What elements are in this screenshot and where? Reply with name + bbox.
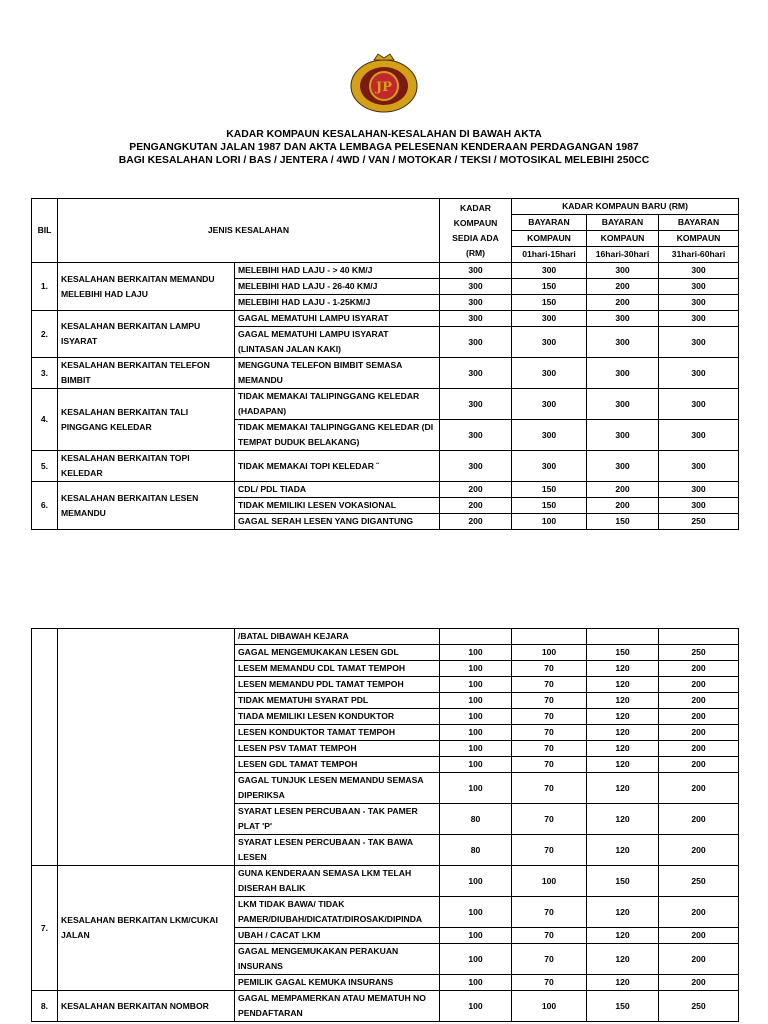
row-value: 300 [440,420,512,451]
row-description: CDL/ PDL TIADA [235,482,440,498]
row-description: LESEN GDL TAMAT TEMPOH [235,757,440,773]
row-value: 200 [440,482,512,498]
row-value: 300 [659,451,739,482]
row-value [440,629,512,645]
row-value: 100 [440,866,512,897]
row-value: 300 [659,420,739,451]
row-description: /BATAL DIBAWAH KEJARA [235,629,440,645]
row-description: LESEM MEMANDU CDL TAMAT TEMPOH [235,661,440,677]
header-kadar-line: KADAR [459,202,492,213]
row-value: 150 [587,645,659,661]
jpj-logo [348,52,420,114]
row-value: 250 [659,645,739,661]
row-description: GAGAL SERAH LESEN YANG DIGANTUNG [235,514,440,530]
row-value: 70 [512,928,587,944]
row-description: MELEBIHI HAD LAJU - > 40 KM/J [235,263,440,279]
row-value: 70 [512,677,587,693]
row-description: GAGAL MEMATUHI LAMPU ISYARAT [235,311,440,327]
title-line-1: KADAR KOMPAUN KESALAHAN-KESALAHAN DI BAWAH AKTA [226,129,542,140]
row-value: 100 [440,741,512,757]
row-value: 150 [512,279,587,295]
row-value: 300 [440,295,512,311]
row-value: 150 [512,295,587,311]
row-value: 200 [440,514,512,530]
row-value: 120 [587,725,659,741]
row-value: 300 [587,358,659,389]
row-value: 120 [587,741,659,757]
row-value: 200 [659,944,739,975]
row-value: 120 [587,677,659,693]
row-description: SYARAT LESEN PERCUBAAN - TAK PAMER PLAT 'P' [235,804,440,835]
row-value: 200 [587,279,659,295]
row-value: 300 [440,263,512,279]
row-value: 100 [440,944,512,975]
row-value: 300 [440,389,512,420]
header-kadar-line: KOMPAUN [453,217,498,228]
row-value: 300 [512,389,587,420]
row-value: 70 [512,725,587,741]
row-description: TIDAK MEMAKAI TOPI KELEDAR ˝ [235,451,440,482]
row-value: 250 [659,866,739,897]
row-value: 150 [587,514,659,530]
row-value: 300 [587,389,659,420]
row-value: 300 [659,263,739,279]
row-description: GAGAL MENGEMUKAKAN LESEN GDL [235,645,440,661]
row-value: 200 [659,928,739,944]
header-kadar-line: (RM) [465,247,486,258]
row-value: 300 [440,358,512,389]
row-value: 70 [512,835,587,866]
row-value: 120 [587,773,659,804]
row-value: 300 [512,358,587,389]
row-value: 300 [512,311,587,327]
row-category: KESALAHAN BERKAITAN LESEN MEMANDU [58,482,235,530]
row-value: 100 [440,773,512,804]
row-description: SYARAT LESEN PERCUBAAN - TAK BAWA LESEN [235,835,440,866]
row-value: 120 [587,693,659,709]
row-value: 300 [440,451,512,482]
row-value: 300 [512,327,587,358]
row-value: 70 [512,741,587,757]
row-value: 100 [440,645,512,661]
row-value: 300 [659,327,739,358]
row-value: 300 [587,263,659,279]
row-value: 70 [512,804,587,835]
row-value: 120 [587,975,659,991]
row-value: 200 [587,482,659,498]
row-value: 200 [659,661,739,677]
row-description: TIDAK MEMAKAI TALIPINGGANG KELEDAR (HADAPAN) [235,389,440,420]
row-value: 200 [440,498,512,514]
row-value: 100 [512,991,587,1022]
header-kompaun: KOMPAUN [512,231,587,247]
row-description: MELEBIHI HAD LAJU - 1-25KM/J [235,295,440,311]
row-value: 70 [512,709,587,725]
row-bil: 4. [32,389,58,451]
row-value: 200 [659,725,739,741]
row-description: GAGAL TUNJUK LESEN MEMANDU SEMASA DIPERIKSA [235,773,440,804]
compound-table-1 [31,198,739,530]
row-value: 300 [659,482,739,498]
row-value: 300 [512,451,587,482]
header-jenis: JENIS KESALAHAN [58,199,440,263]
header-row [32,199,739,215]
row-value: 300 [659,389,739,420]
row-description: TIDAK MEMATUHI SYARAT PDL [235,693,440,709]
row-value: 80 [440,804,512,835]
row-value [587,629,659,645]
row-value: 300 [512,263,587,279]
row-value: 200 [659,693,739,709]
row-value: 200 [659,757,739,773]
row-value: 300 [587,327,659,358]
row-value: 70 [512,975,587,991]
row-value: 100 [512,645,587,661]
row-bil: 8. [32,991,58,1022]
row-value: 300 [659,311,739,327]
header-period: 16hari-30hari [587,247,659,263]
row-value: 70 [512,944,587,975]
row-value: 200 [587,295,659,311]
row-value: 100 [440,677,512,693]
header-bil: BIL [32,199,58,263]
row-value: 120 [587,928,659,944]
row-description: LESEN PSV TAMAT TEMPOH [235,741,440,757]
title-line-3: BAGI KESALAHAN LORI / BAS / JENTERA / 4WD / VAN / MOTOKAR / TEKSI / MOTOSIKAL MELEBIHI 250CC [118,155,650,166]
header-bayaran: BAYARAN [587,215,659,231]
row-category: KESALAHAN BERKAITAN NOMBOR [58,991,235,1022]
row-description: PEMILIK GAGAL KEMUKA INSURANS [235,975,440,991]
row-description: GAGAL MEMPAMERKAN ATAU MEMATUH NO PENDAFTARAN [235,991,440,1022]
row-value: 120 [587,757,659,773]
row-value: 120 [587,709,659,725]
row-value: 120 [587,661,659,677]
row-value: 200 [659,897,739,928]
row-value: 150 [587,866,659,897]
table-row [32,482,739,498]
row-bil: 2. [32,311,58,358]
row-category: KESALAHAN BERKAITAN MEMANDU MELEBIHI HAD LAJU [58,263,235,311]
row-value: 300 [440,311,512,327]
row-value [659,629,739,645]
row-description: MELEBIHI HAD LAJU - 26-40 KM/J [235,279,440,295]
row-value: 250 [659,991,739,1022]
row-value: 300 [587,311,659,327]
row-value: 300 [659,279,739,295]
row-description: LESEN KONDUKTOR TAMAT TEMPOH [235,725,440,741]
row-value: 70 [512,757,587,773]
header-kadar-line: SEDIA ADA [452,232,499,243]
compound-table-2 [31,628,739,1022]
header-kadar-baru: KADAR KOMPAUN BARU (RM) [512,199,739,215]
row-value: 120 [587,944,659,975]
row-value: 100 [440,928,512,944]
row-value: 100 [440,693,512,709]
logo-initials: JP [376,80,392,95]
table-row [32,629,739,645]
header-period: 01hari-15hari [512,247,587,263]
row-category: KESALAHAN BERKAITAN TELEFON BIMBIT [58,358,235,389]
row-value: 200 [659,677,739,693]
row-description: UBAH / CACAT LKM [235,928,440,944]
row-value: 150 [587,991,659,1022]
header-bayaran: BAYARAN [512,215,587,231]
table-row [32,358,739,389]
table-row [32,866,739,897]
row-value: 150 [512,482,587,498]
row-value: 120 [587,835,659,866]
row-bil: 3. [32,358,58,389]
row-value: 200 [659,835,739,866]
row-value: 300 [659,295,739,311]
row-value: 200 [659,709,739,725]
row-category: KESALAHAN BERKAITAN LKM/CUKAI JALAN [58,866,235,991]
row-value: 100 [440,991,512,1022]
row-description: MENGGUNA TELEFON BIMBIT SEMASA MEMANDU [235,358,440,389]
row-value: 70 [512,897,587,928]
row-value: 300 [587,451,659,482]
row-value: 70 [512,693,587,709]
row-value: 100 [440,725,512,741]
row-value: 80 [440,835,512,866]
row-value: 200 [659,741,739,757]
row-category: KESALAHAN BERKAITAN LAMPU ISYARAT [58,311,235,358]
row-value: 100 [512,866,587,897]
row-bil [32,629,58,866]
table-row [32,991,739,1022]
title-line-2: PENGANGKUTAN JALAN 1987 DAN AKTA LEMBAGA PELESENAN KENDERAAN PERDAGANGAN 1987 [129,142,639,153]
table-row [32,263,739,279]
row-value: 300 [587,420,659,451]
table-row [32,389,739,420]
table-row [32,451,739,482]
row-description: TIDAK MEMILIKI LESEN VOKASIONAL [235,498,440,514]
row-value: 100 [440,897,512,928]
row-value [512,629,587,645]
row-value: 200 [659,804,739,835]
header-kadar [440,199,512,263]
row-value: 200 [659,773,739,804]
row-description: LESEN MEMANDU PDL TAMAT TEMPOH [235,677,440,693]
row-description: TIADA MEMILIKI LESEN KONDUKTOR [235,709,440,725]
row-value: 300 [440,327,512,358]
row-value: 150 [512,498,587,514]
row-value: 300 [659,358,739,389]
row-value: 100 [440,661,512,677]
row-value: 250 [659,514,739,530]
row-value: 300 [440,279,512,295]
row-description: LKM TIDAK BAWA/ TIDAK PAMER/DIUBAH/DICATAT/DIROSAK/DIPINDA [235,897,440,928]
row-description: GAGAL MENGEMUKAKAN PERAKUAN INSURANS [235,944,440,975]
row-value: 100 [440,757,512,773]
row-value: 70 [512,661,587,677]
row-bil: 1. [32,263,58,311]
row-description: GAGAL MEMATUHI LAMPU ISYARAT (LINTASAN JALAN KAKI) [235,327,440,358]
header-kompaun: KOMPAUN [659,231,739,247]
row-value: 200 [659,975,739,991]
row-value: 100 [440,975,512,991]
row-value: 120 [587,804,659,835]
row-value: 120 [587,897,659,928]
row-category: KESALAHAN BERKAITAN TALI PINGGANG KELEDAR [58,389,235,451]
row-value: 300 [512,420,587,451]
row-value: 100 [440,709,512,725]
row-bil: 5. [32,451,58,482]
row-bil: 6. [32,482,58,530]
row-category: KESALAHAN BERKAITAN TOPI KELEDAR [58,451,235,482]
row-description: GUNA KENDERAAN SEMASA LKM TELAH DISERAH BALIK [235,866,440,897]
row-value: 100 [512,514,587,530]
header-bayaran: BAYARAN [659,215,739,231]
row-value: 300 [659,498,739,514]
row-value: 200 [587,498,659,514]
header-period: 31hari-60hari [659,247,739,263]
row-value: 70 [512,773,587,804]
row-bil: 7. [32,866,58,991]
table-row [32,311,739,327]
row-description: TIDAK MEMAKAI TALIPINGGANG KELEDAR (DI TEMPAT DUDUK BELAKANG) [235,420,440,451]
header-kompaun: KOMPAUN [587,231,659,247]
row-category [58,629,235,866]
